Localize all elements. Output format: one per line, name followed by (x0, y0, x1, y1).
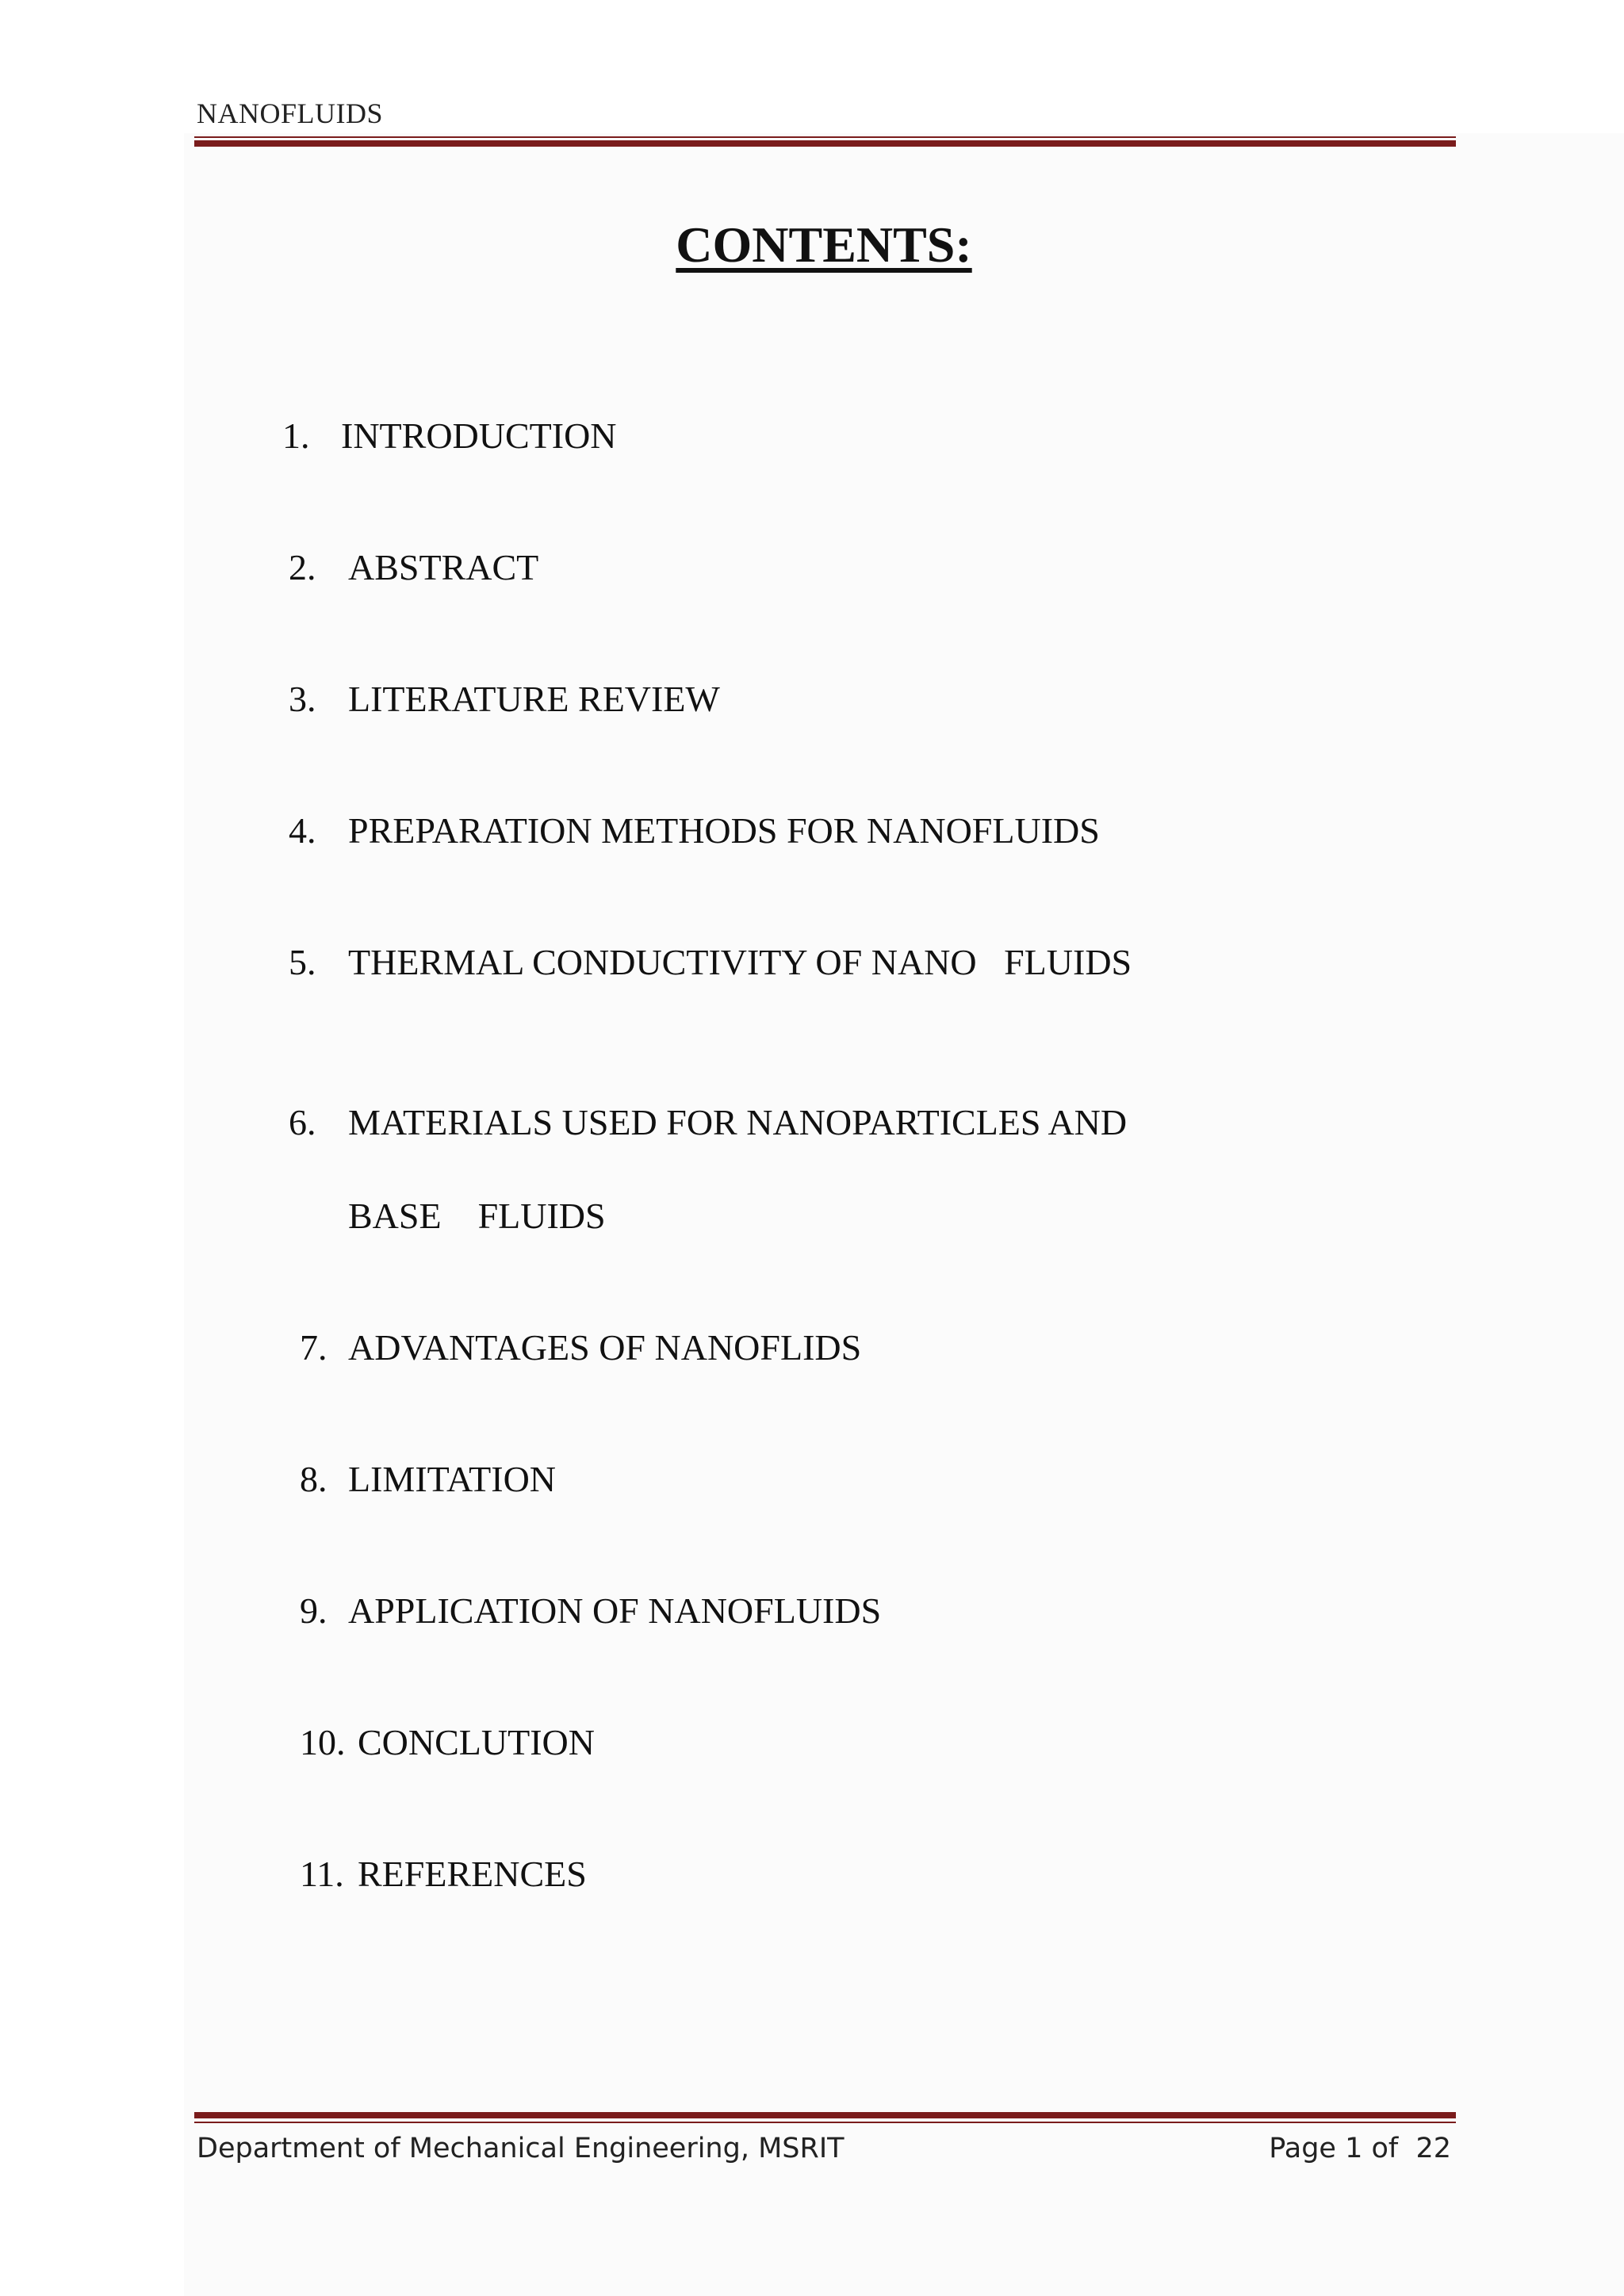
toc-item-application (263, 1548, 881, 1674)
header-rule-thin (194, 136, 1456, 138)
toc-label: ADVANTAGES OF NANOFLIDS (348, 1327, 862, 1368)
toc-number: 7. (300, 1327, 327, 1368)
toc-label: MATERIALS USED FOR NANOPARTICLES AND (348, 1102, 1128, 1142)
footer-rule-thick (194, 2112, 1456, 2118)
toc-label: PREPARATION METHODS FOR NANOFLUIDS (348, 810, 1100, 851)
toc-item-introduction (246, 373, 617, 499)
footer-department: Department of Mechanical Engineering, MSRIT (197, 2133, 845, 2164)
toc-label: LITERATURE REVIEW (348, 679, 720, 719)
toc-number: 2. (289, 547, 316, 587)
toc-number: 6. (289, 1102, 316, 1142)
toc-label: APPLICATION OF NANOFLUIDS (348, 1590, 882, 1631)
toc-item-references (263, 1811, 587, 1937)
footer-rule (194, 2112, 1456, 2125)
toc-number: 10. (300, 1722, 346, 1762)
toc-item-literature-review (252, 636, 720, 762)
toc-label: REFERENCES (358, 1854, 587, 1894)
toc-item-advantages (263, 1284, 861, 1410)
header-rule (194, 136, 1456, 147)
toc-label: ABSTRACT (348, 547, 539, 587)
toc-item-thermal-conductivity (252, 899, 1132, 1025)
toc-item-abstract (252, 504, 538, 630)
toc-label: INTRODUCTION (341, 415, 617, 456)
running-header: NANOFLUIDS (197, 98, 384, 129)
toc-number: 3. (289, 679, 316, 719)
toc-number: 8. (300, 1459, 327, 1499)
toc-item-materials-used-continuation (312, 1153, 606, 1279)
footer-page-number: Page 1 of 22 (1269, 2133, 1451, 2164)
footer-rule-thin (194, 2122, 1456, 2123)
toc-number: 1. (282, 415, 310, 456)
contents-title: CONTENTS: (676, 216, 972, 273)
toc-number: 9. (300, 1590, 327, 1631)
toc-number: 11. (300, 1854, 344, 1894)
header-rule-thick (194, 140, 1456, 147)
toc-item-preparation-methods (252, 767, 1100, 894)
toc-label: THERMAL CONDUCTIVITY OF NANO FLUIDS (348, 942, 1132, 982)
toc-item-conclusion (263, 1679, 595, 1805)
toc-label-continuation: BASE FLUIDS (348, 1196, 606, 1236)
toc-item-limitation (263, 1416, 556, 1542)
toc-label: LIMITATION (348, 1459, 557, 1499)
toc-number: 4. (289, 810, 316, 851)
toc-label: CONCLUTION (358, 1722, 595, 1762)
toc-number: 5. (289, 942, 316, 982)
